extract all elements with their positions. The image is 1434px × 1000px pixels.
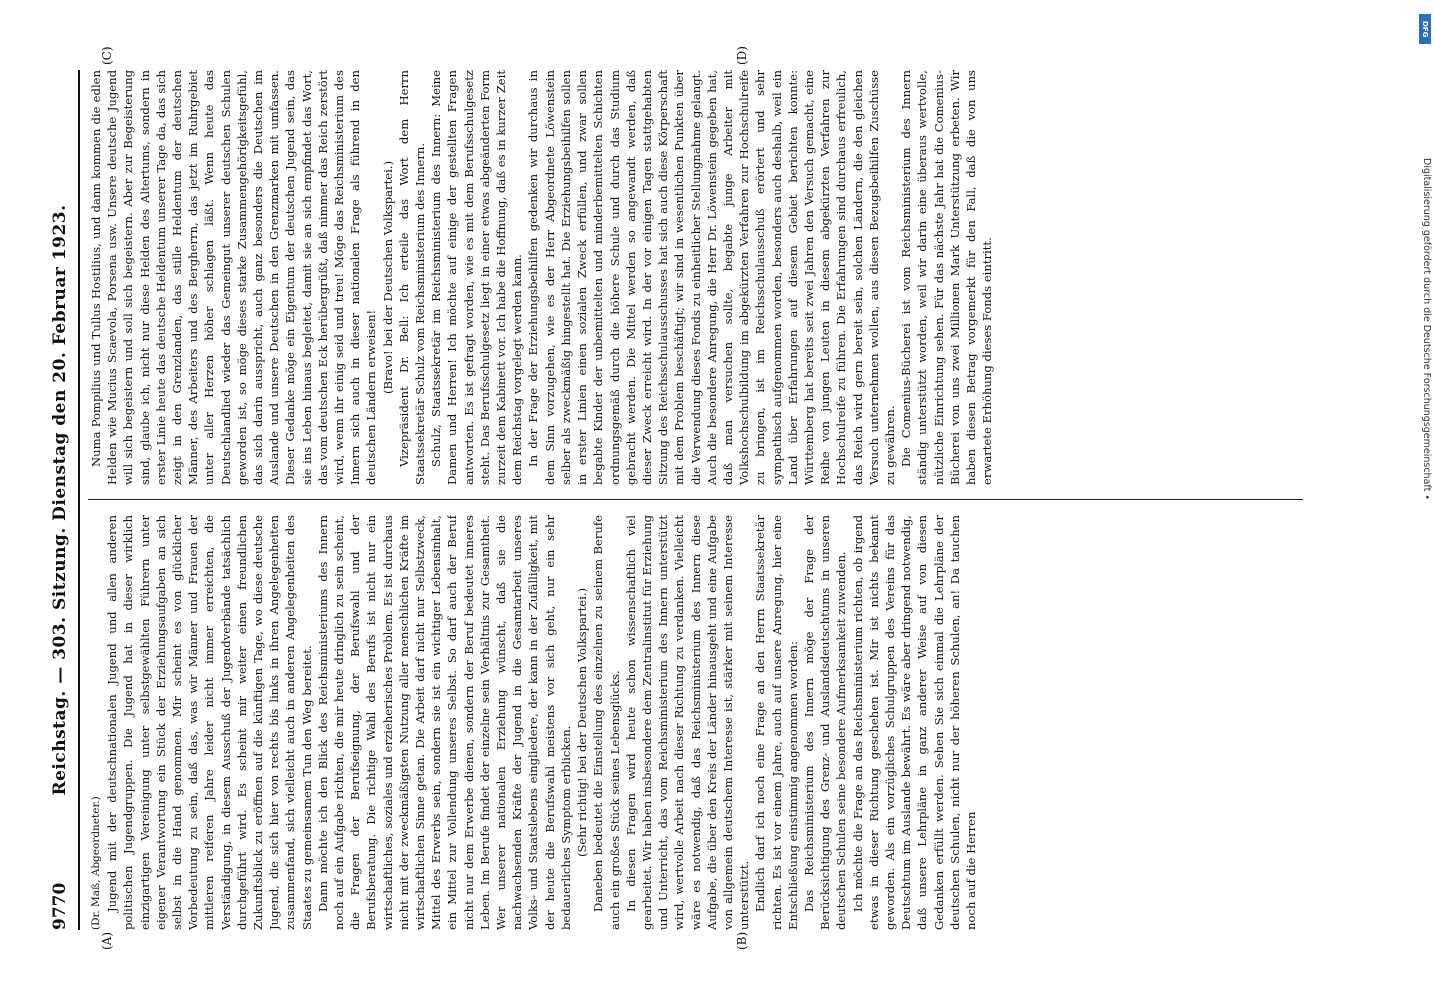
paragraph: Schulz, Staatssekretär im Reichsministerium des Innern: Meine Damen und Herren! Ich möchte auf einige der gestellten Fragen antworten. Es ist gefragt worden, wie es mit dem Berufsschulgesetz steht. Das Berufsschulgesetz liegt in einer etwas abgeänderten Form zurzeit dem Kabinett vor. Ich habe die Hoffnung, daß es in kurzer Zeit dem Reichstag vorgelegt werden kann. [429,70,525,485]
left-column [88,515,1303,930]
paragraph: Vizepräsident Dr. Bell: Ich erteile das Wort dem Herrn Staatssekretär Schulz vom Reichsministerium des Innern. [396,70,428,485]
page-header [50,70,74,930]
header-title: Reichstag. — 303. Sitzung. Dienstag den 20. Februar 1923. [50,204,70,796]
header-rule [78,70,80,930]
margin-marker-d: (D) [735,46,749,65]
resolution-quote: Das Reichsministerium des Innern möge der Frage der Berücksichtigung des Grenz- und Auslandsdeutschtums in unseren deutschen Schulen seine besondere Aufmerksamkeit zuwenden. [801,515,849,930]
paragraph: Numa Pompilius und Tullus Hostilius, und dann kommen die edlen Helden wie Mucius Scaevola, Porsena usw. Unsere deutsche Jugend will sich begeistern und soll sich begeistern. Aber zur Begeisterung sind, glaube ich, nicht nur diese Helden des Altertums, sondern in erster Linie heute das deutsche Heldentum unserer Tage da, das sich zeigt in den Grenzlanden, das stille Heldentum der deutschen Männer, des Arbeiters und des Bergherrn, das jetzt im Ruhrgebiet unter aller Herzen höher schlagen läßt. Wenn heute das Deutschlandlied wieder das Gemeingut unserer deutschen Schulen geworden ist, so möge dieses starke Zusammengehörigkeitsgefühl, das sich darin ausspricht, auch ganz besonders die Deutschen im Auslande und unsere Deutschen in den Grenzmarken mit umfassen. Dieser Gedanke möge ein Eigentum der deutschen Jugend sein, das sie ins Leben hinaus begleitet, damit sie an sich empfindet das Wort, das vom deutschen Eck herübergrüßt, daß nimmer das Reich zerstört wird, wenn ihr einig seid und treu! Möge das Reichsministerium des Innern sich auch in dieser nationalen Frage als führend in den deutschen Ländern erweisen! [89,70,379,485]
page-number: 9770 [50,882,70,930]
paragraph: Daneben bedeutet die Einstellung des einzelnen zu seinem Berufe auch ein großes Stück seines Lebensglücks. [591,515,622,930]
paragraph: In der Frage der Erziehungsbeihilfen gedenken wir durchaus in dem Sinn vorzugehen, wie es der Herr Abgeordnete Löwenstein selber als zweckmäßig hingestellt hat. Die Erziehungsbeihilfen sollen in erster Linien einen sozialen Zweck erfüllen, und zwar sollen begabte Kinder der unbemittelten und minderbemittelten Schichten ordnungsgemäß durch die höhere Schule und durch das Studium gebracht werden. Die Mittel werden so angewandt werden, daß dieser Zweck erreicht wird. In der vor einigen Tagen stattgehabten Sitzung des Reichsschulausschusses hat sich auch diese Körperschaft mit dem Problem beschäftigt; wir sind in wesentlichen Punkten über die Verwendung dieses Fonds zu einheitlicher Stellungnahme gelangt. Auch die besondere Anregung, die Herr Dr. Löwenstein gegeben hat, daß man versuchen sollte, begabte junge Arbeiter mit Volkshochschulbildung im abgekürzten Verfahren zur Hochschulreife zu bringen, ist im Reichsschulausschuß erörtert und sehr sympathisch aufgenommen worden, besonders auch deshalb, weil ein Land über Erfahrungen auf diesem Gebiet berichten konnte: Württemberg hat bereits seit zwei Jahren den Versuch gemacht, eine Reihe von jungen Leuten in diesem abgekürzten Verfahren zur Hochschulreife zu führen. Die Erfahrungen sind durchaus erfreulich, das Reich wird gern bereit sein, solchen Ländern, die den gleichen Versuch unternehmen wollen, aus diesen Bezugsbeihilfen Zuschüsse zu gewähren. [526,70,897,485]
paragraph: Die Comenius-Bücherei ist vom Reichsministerium des Innern ständig unterstützt worden, weil wir darin eine überaus wertvolle, nützliche Einrichtung sehen. Für das nächste Jahr hat die Comenius-Bücherei von uns zwei Millionen Mark Unterstützung erbeten. Wir haben diesen Betrag vorgemerkt für den Fall, daß die von uns erwartete Erhöhung dieses Fonds eintritt. [899,70,995,485]
margin-marker-c: (C) [100,46,114,65]
paragraph: Dann möchte ich den Blick des Reichsministeriums des Innern noch auf ein Aufgabe richten, die mir heute dringlich zu sein scheint, die Fragen der Berufseignung, der Berufswahl und der Berufsberatung. Die richtige Wahl des Berufs ist nicht nur ein wirtschaftliches, soziales und erzieherisches Problem. Es ist durchaus nicht mit der zweckmäßigsten Nutzung aller menschlichen Kräfte im wirtschaftlichen Sinne getan. Die Arbeit darf nicht nur Selbstzweck, Mittel des Erwerbs sein, sondern sie ist ein wichtiger Lebensinhalt, ein Mittel zur Vollendung unseres Selbst. So darf auch der Beruf nicht nur dem Erwerbe dienen, sondern der Beruf bedeutet inneres Leben. Im Berufe findet der einzelne sein Verhältnis zur Gesamtheit. Wer unserer nationalen Erziehung wünscht, daß sie die nachwachsenden Kräfte der Jugend in die Gesamtarbeit unseres Volks- und Staatslebens eingliedere, der kann in der Zufälligkeit, mit der heute die Berufswahl meistens vor sich geht, nur ein sehr bedauerliches Symptom erblicken. [315,515,573,930]
right-column [88,70,1303,485]
dfg-logo: DFG [1419,14,1431,44]
speaker-note: (Dr. Maß, Abgeordneter.) [90,796,102,930]
digitization-credit [1418,8,1432,993]
credit-text: Digitalisierung gefördert durch die Deutsche Forschungsgemeinschaft • [1421,158,1432,500]
paragraph: Endlich darf ich noch eine Frage an den Herrn Staatssekretär richten. Es ist vor einem Jahre, auch auf unsere Anregung, hier eine Entschließung einstimmig angenommen worden: [753,515,800,930]
interjection: (Bravo! bei der Deutschen Volkspartei.) [380,160,395,395]
interjection: (Sehr richtig! bei der Deutschen Volkspartei.) [575,587,590,858]
paragraph: Ich möchte die Frage an das Reichsministerium richten, ob irgend etwas in dieser Richtung geschehen ist. Mir ist nichts bekannt geworden. Als ein vorzügliches Schulgruppen des Vereins für das Deutschtum im Auslande bewährt. Es wäre aber dringend notwendig, daß unsere Lehrpläne in ganz anderer Weise auf von diesen Gedanken erfüllt werden. Sehen Sie sich einmal die Lehrpläne der deutschen Schulen, nicht nur der höheren Schulen, an! Da tauchen noch auf die Herren [850,515,978,930]
margin-marker-b: (B) [735,931,749,950]
margin-marker-a: (A) [100,931,114,950]
paragraph: Jugend mit der deutschnationalen Jugend und allen anderen politischen Jugendgruppen. Die Jugend hat in dieser wirklich einzigartigen Vereinigung unter selbstgewählten Führern unter eigener Verantwortung ein Stück der Erziehungsaufgaben an sich selbst in die Hand genommen. Mir scheint es von glücklicher Vorbedeutung zu sein, daß das, was wir Männer und Frauen der mittleren reiferen Jahre leider nicht immer erreichten, die Verständigung, in diesem Ausschuß der Jugendverbände tatsächlich durchgeführt wird. Es scheint mir weiter einen freundlichen Zukunftsblick zu eröffnen auf die künftigen Tage, wo diese deutsche Jugend, die sich hier von rechts bis links in ihren Angelegenheiten zusammenfand, sich vielleicht auch in anderen Angelegenheiten des Staates zu gemeinsamem Tun den Weg bereitet. [105,515,314,930]
column-divider [88,499,1303,500]
paragraph: In diesen Fragen wird heute schon wissenschaftlich viel gearbeitet. Wir haben insbesondere dem Zentralinstitut für Erziehung und Unterricht, das vom Reichsministerium des Innern unterstützt wird, wertvolle Arbeit nach dieser Richtung zu verdanken. Vielleicht wäre es notwendig, daß das Reichsministerium des Innern diese Aufgabe, die über den Kreis der Länder hinausgeht und eine Aufgabe von allgemein deutschem Interesse ist, stärker mit seinem Interesse unterstützt. [623,515,752,930]
